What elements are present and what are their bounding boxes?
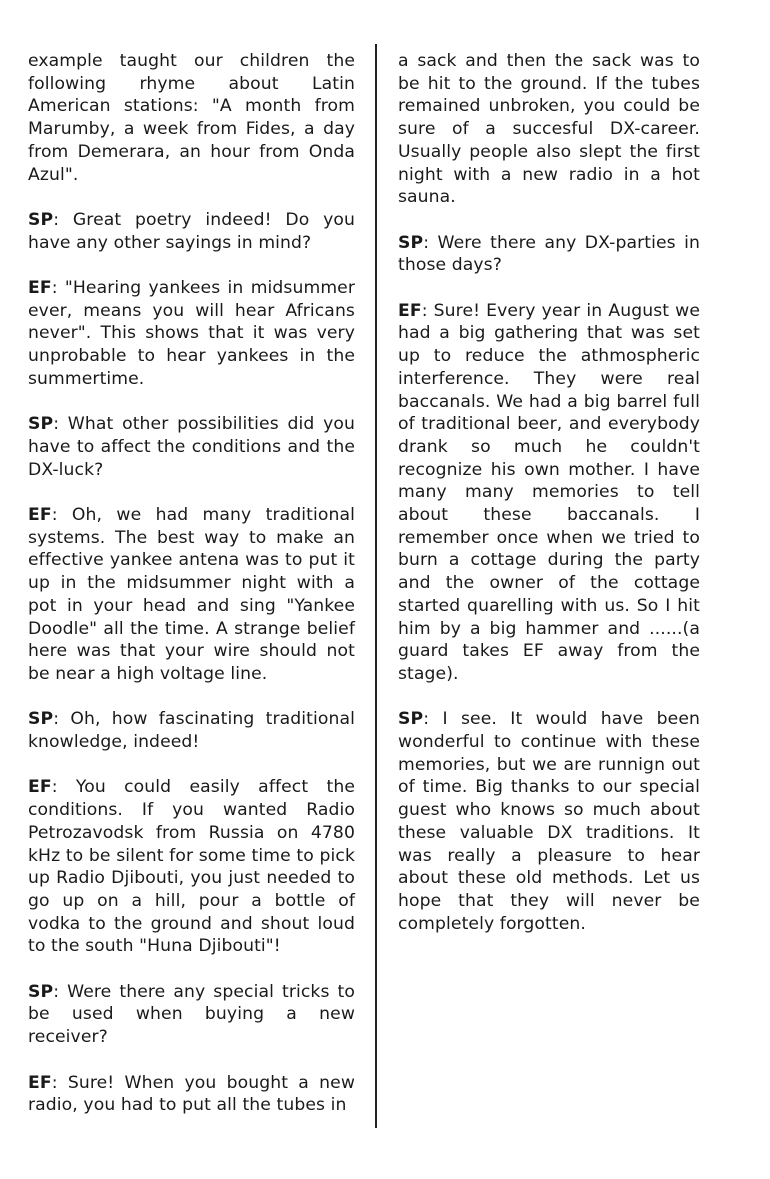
speaker-label: SP [398, 232, 424, 253]
paragraph-text: : What other possibilities did you have to affect the conditions and the DX-luck? [28, 414, 355, 480]
paragraph-text: a sack and then the sack was to be hit to the ground. If the tubes remained unbroken, you could be sure of a succesful DX-career. Usually people also slept the first night with a new radio in a hot sauna. [398, 51, 700, 208]
paragraph-text: : I see. It would have been wonderful to continue with these memories, but we are runnign out of time. Big thanks to our special guest who knows so much about these valuable DX traditions. It was really a pleasure to hear about these old methods. Let us hope that they will never be completely forgotten. [398, 709, 700, 934]
paragraph [28, 277, 355, 391]
paragraph-text: : "Hearing yankees in midsummer ever, means you will hear Africans never". This shows that it was very unprobable to hear yankees in the summertime. [28, 278, 355, 389]
paragraph-text: : Great poetry indeed! Do you have any other sayings in mind? [28, 209, 355, 253]
paragraph-text: : Sure! When you bought a new radio, you had to put all the tubes in [28, 1072, 355, 1116]
paragraph-text: : Sure! Every year in August we had a big gathering that was set up to reduce the athmospheric interference. They were real baccanals. We had a big barrel full of traditional beer, and everybody drank so much he couldn't recognize his own mother. I have many many memories to tell about these baccanals. I remember once when we tried to burn a cottage during the party and the owner of the cottage started quarelling with us. So I hit him by a big hammer and ......(a guard takes EF away from the stage). [398, 300, 700, 684]
paragraph [398, 50, 700, 209]
left-column [28, 50, 355, 1140]
paragraph-text: example taught our children the following rhyme about Latin American stations: "A month from Marumby, a week from Fides, a day from Demerara, an hour from Onda Azul". [28, 51, 355, 185]
paragraph [398, 708, 700, 935]
right-column [398, 50, 700, 958]
speaker-label: EF [398, 300, 422, 321]
speaker-label: EF [28, 1072, 52, 1093]
paragraph [28, 504, 355, 686]
speaker-label: EF [28, 505, 52, 525]
speaker-label: SP [28, 981, 54, 1002]
speaker-label: SP [398, 709, 424, 730]
speaker-label: EF [28, 777, 52, 798]
paragraph-text: : You could easily affect the conditions. If you wanted Radio Petrozavodsk from Russia on 4780 kHz to be silent for some time to pick up Radio Djibouti, you just needed to go up on a hill, pour a bottle of vodka to the ground and shout loud to the south "Huna Djibouti"! [28, 777, 355, 957]
paragraph [28, 776, 355, 958]
column-divider [375, 44, 377, 1128]
paragraph-text: : Were there any special tricks to be used when buying a new receiver? [28, 981, 355, 1048]
paragraph [28, 50, 355, 186]
speaker-label: SP [28, 209, 54, 230]
paragraph-text: : Were there any DX-parties in those days? [398, 232, 700, 276]
paragraph-text: : Oh, how fascinating traditional knowledge, indeed! [28, 709, 355, 753]
paragraph [28, 981, 355, 1049]
paragraph [28, 1072, 355, 1117]
paragraph [398, 232, 700, 277]
speaker-label: SP [28, 709, 54, 730]
paragraph [28, 209, 355, 254]
speaker-label: EF [28, 278, 52, 298]
paragraph [28, 708, 355, 753]
paragraph [398, 300, 700, 686]
speaker-label: SP [28, 414, 54, 435]
paragraph-text: : Oh, we had many traditional systems. The best way to make an effective yankee antena was to put it up in the midsummer night with a pot in your head and sing "Yankee Doodle" all the time. A strange belief here was that your wire should not be near a high voltage line. [28, 505, 355, 684]
paragraph [28, 413, 355, 481]
